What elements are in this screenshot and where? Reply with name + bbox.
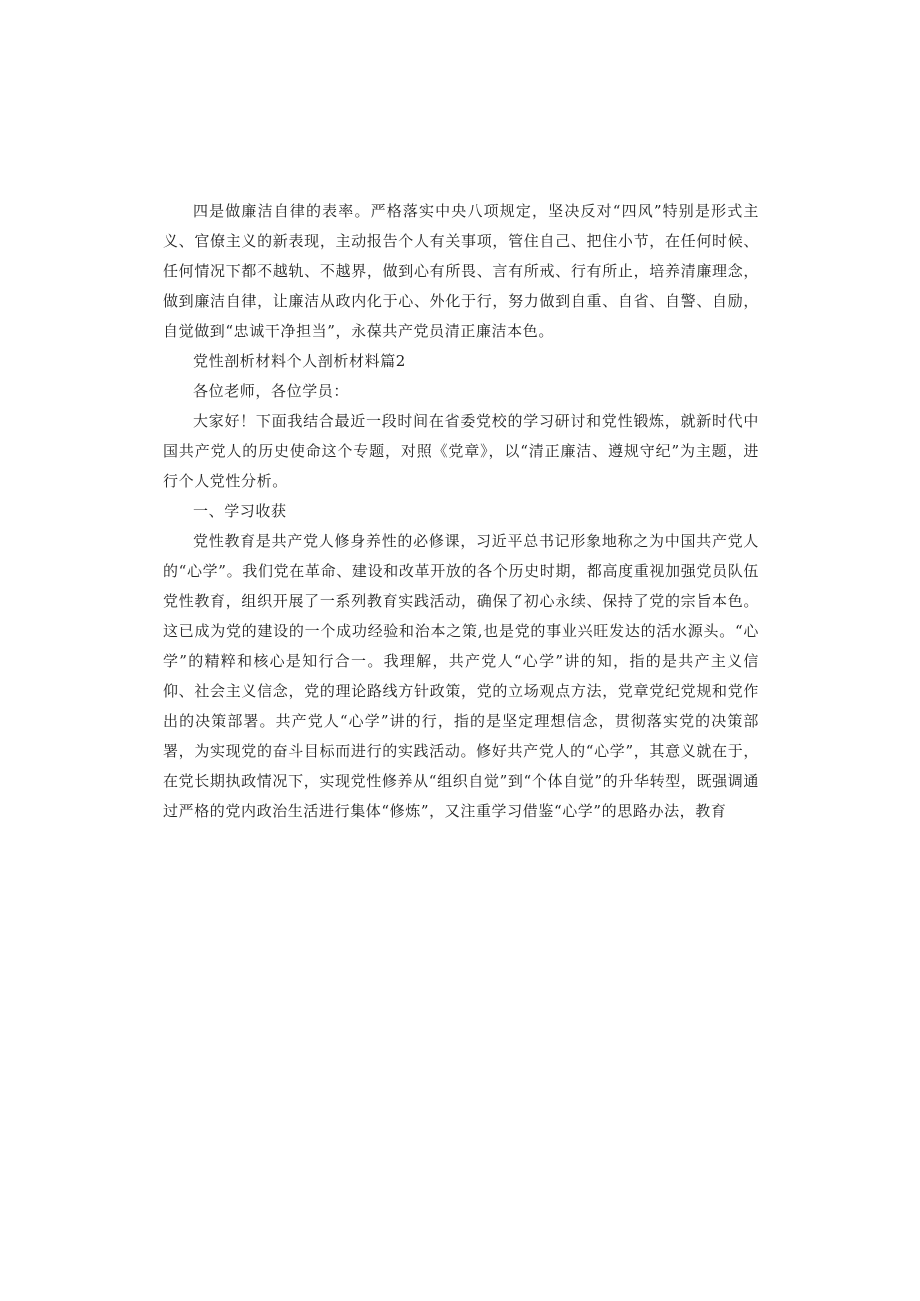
paragraph-party-education: 党性教育是共产党人修身养性的必修课，习近平总书记形象地称之为中国共产党人的“心学”。我们党在革命、建设和改革开放的各个历史时期，都高度重视加强党员队伍党性教育，组织开展了一系列教育实践活动，确保了初心永续、保持了党的宗旨本色。这已成为党的建设的一个成功经验和治本之策,也是党的事业兴旺发达的活水源头。“心学”的精粹和核心是知行合一。我理解，共产党人“心学”讲的知，指的是共产主义信仰、社会主义信念，党的理论路线方针政策，党的立场观点方法，党章党纪党规和党作出的决策部署。共产党人“心学”讲的行，指的是坚定理想信念，贯彻落实党的决策部署，为实现党的奋斗目标而进行的实践活动。修好共产党人的“心学”，其意义就在于，在党长期执政情况下，实现党性修养从“组织自觉”到“个体自觉”的升华转型，既强调通过严格的党内政治生活进行集体“修炼”，又注重学习借鉴“心学”的思路办法，教育 [163, 532, 759, 820]
subheading-learning-gains: 一、学习收获 [193, 502, 287, 520]
document-body [163, 196, 759, 826]
salutation: 各位老师，各位学员： [193, 382, 350, 400]
paragraph-intro: 大家好！下面我结合最近一段时间在省委党校的学习研讨和党性锻炼，就新时代中国共产党人的历史使命这个专题，对照《党章》，以“清正廉洁、遵规守纪”为主题，进行个人党性分析。 [163, 412, 759, 490]
section-title: 党性剖析材料个人剖析材料篇2 [193, 352, 406, 370]
paragraph-integrity: 四是做廉洁自律的表率。严格落实中央八项规定，坚决反对“四风”特别是形式主义、官僚主义的新表现，主动报告个人有关事项，管住自己、把住小节，在任何时候、任何情况下都不越轨、不越界，做到心有所畏、言有所戒、行有所止，培养清廉理念，做到廉洁自律，让廉洁从政内化于心、外化于行，努力做到自重、自省、自警、自励，自觉做到“忠诚干净担当”，永葆共产党员清正廉洁本色。 [163, 202, 759, 340]
